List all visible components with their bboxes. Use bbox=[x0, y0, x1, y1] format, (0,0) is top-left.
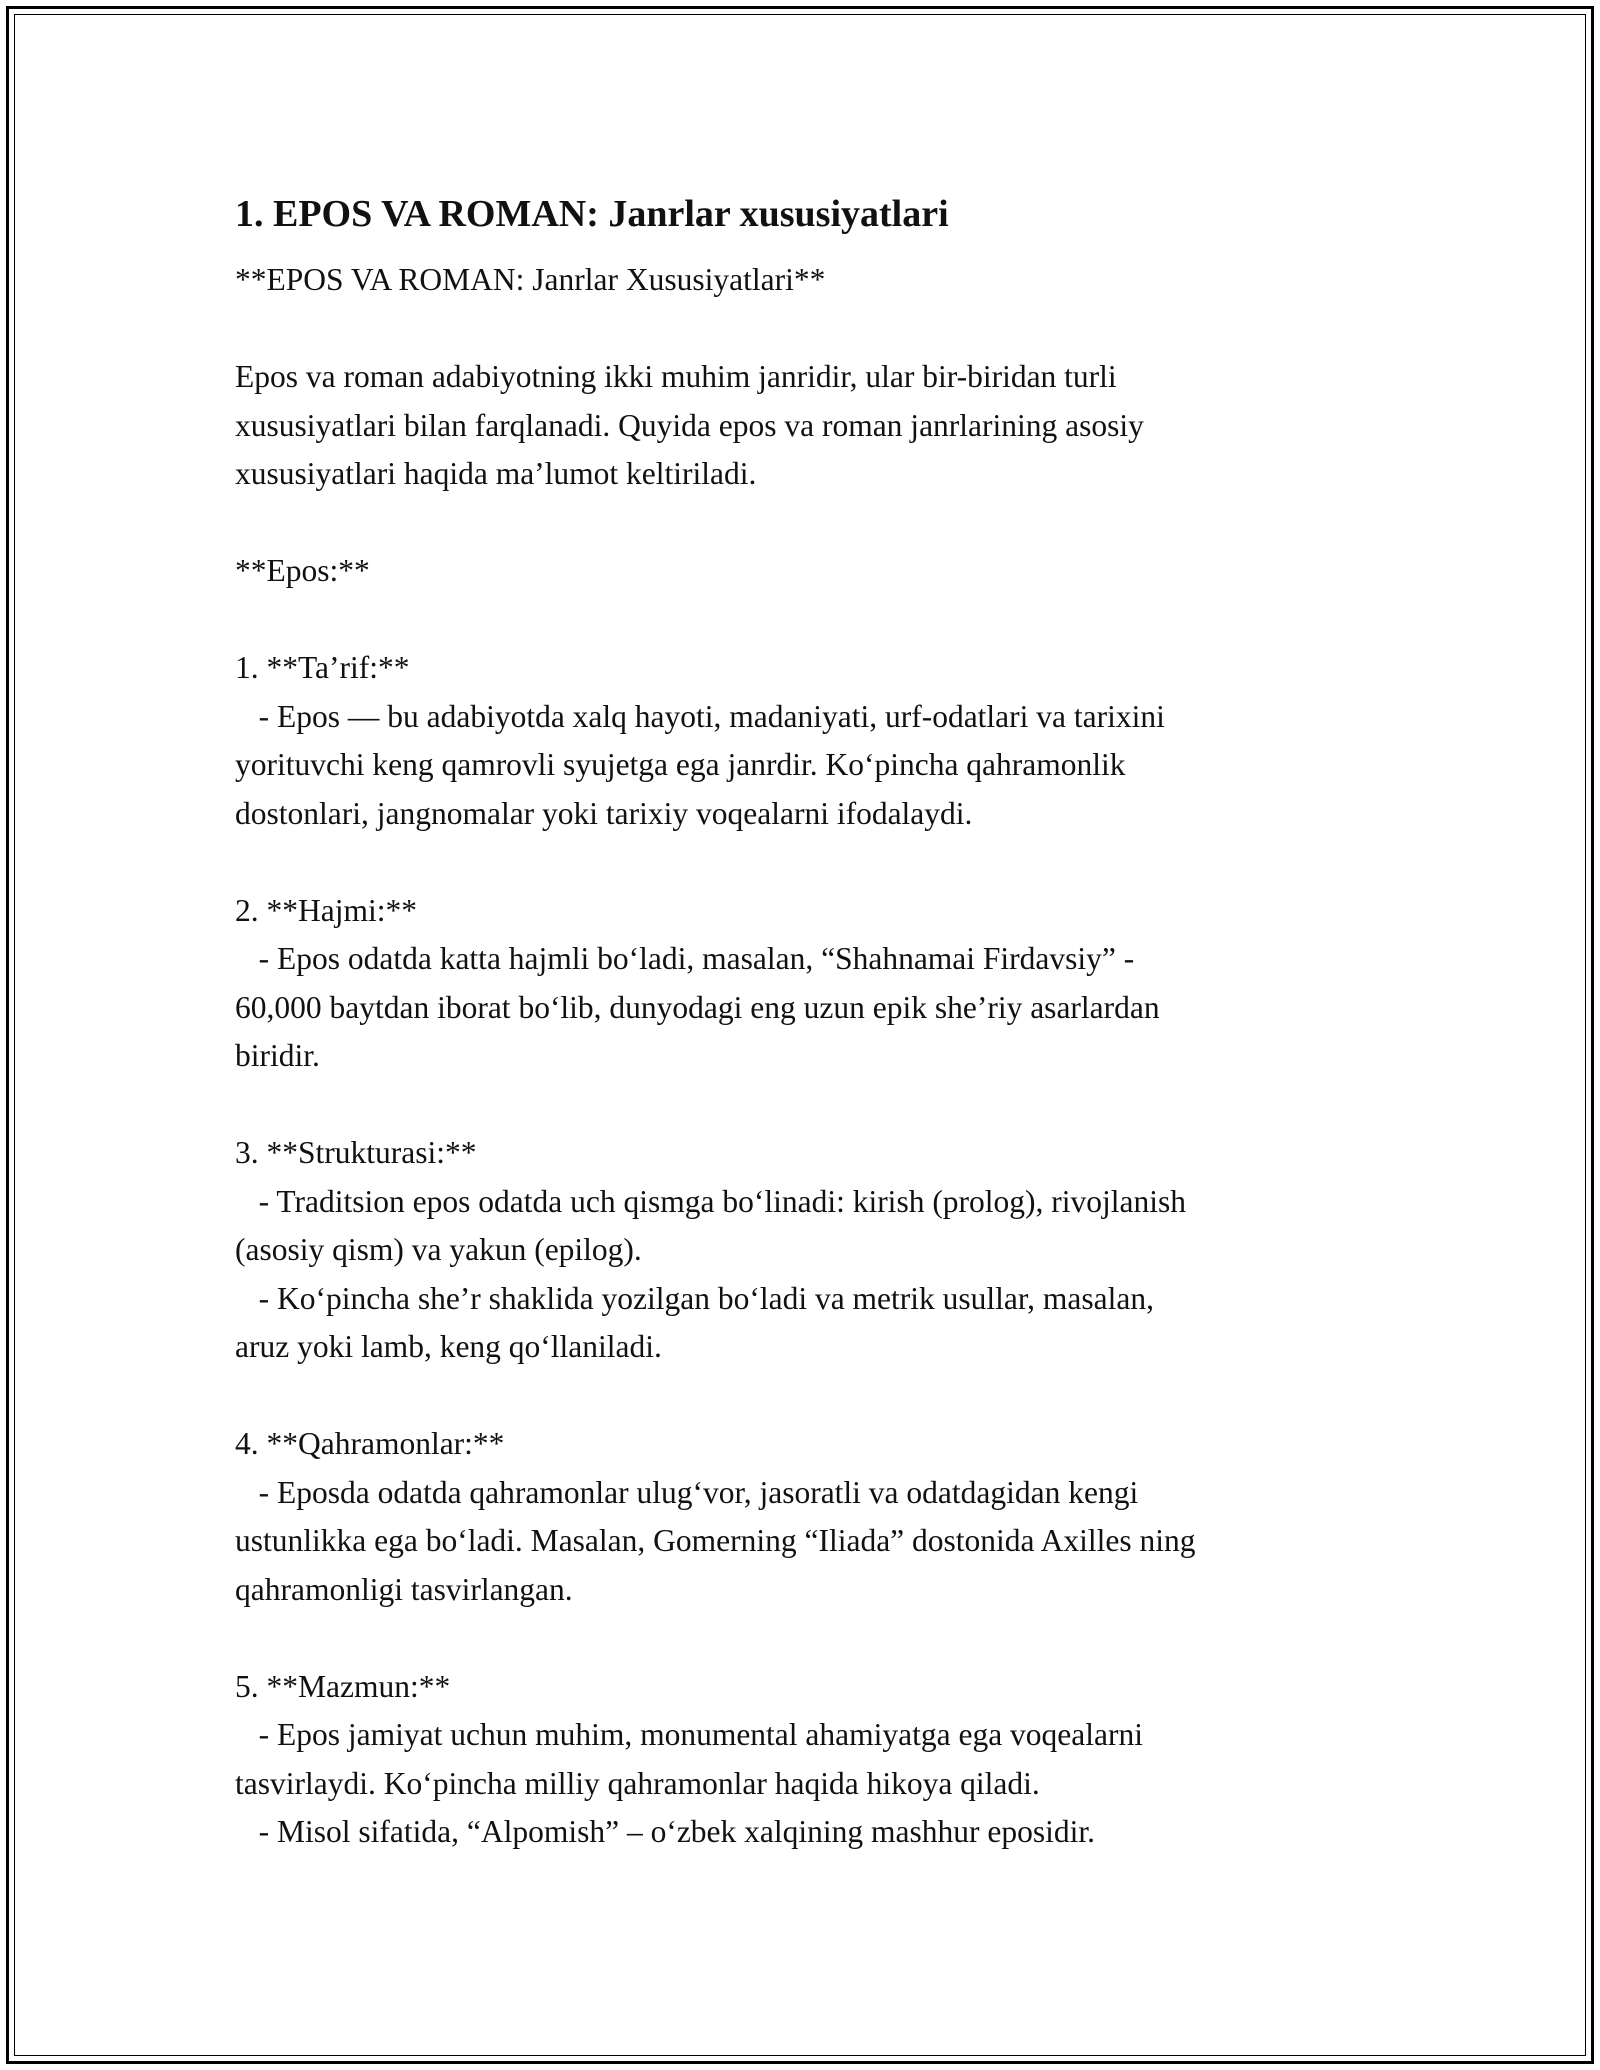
document-title: 1. EPOS VA ROMAN: Janrlar xususiyatlari bbox=[235, 193, 949, 235]
document-body bbox=[235, 186, 1375, 1857]
text-line: - Eposda odatda qahramonlar ulug‘vor, jasoratli va odatdagidan kengi bbox=[235, 1474, 1139, 1510]
text-line: 60,000 baytdan iborat bo‘lib, dunyodagi eng uzun epik she’riy asarlardan bbox=[235, 989, 1160, 1025]
text-line bbox=[235, 1614, 1375, 1663]
text-line: 1. **Ta’rif:** bbox=[235, 650, 410, 685]
text-line: (asosiy qism) va yakun (epilog). bbox=[235, 1232, 642, 1267]
text-line bbox=[235, 305, 1375, 354]
text-line: dostonlari, jangnomalar yoki tarixiy voqealarni ifodalaydi. bbox=[235, 795, 973, 831]
text-line: yorituvchi keng qamrovli syujetga ega janrdir. Ko‘pincha qahramonlik bbox=[235, 747, 1126, 782]
text-line bbox=[235, 596, 1375, 645]
text-line bbox=[235, 1372, 1375, 1421]
text-line: 2. **Hajmi:** bbox=[235, 892, 417, 928]
text-line: - Ko‘pincha she’r shaklida yozilgan bo‘ladi va metrik usullar, masalan, bbox=[235, 1280, 1154, 1316]
text-line: **Epos:** bbox=[235, 553, 370, 588]
text-line: tasvirlaydi. Ko‘pincha milliy qahramonlar haqida hikoya qiladi. bbox=[235, 1765, 1040, 1801]
text-line: aruz yoki lamb, keng qo‘llaniladi. bbox=[235, 1329, 662, 1364]
text-line: ustunlikka ega bo‘ladi. Masalan, Gomerning “Iliada” dostonida Axilles ning bbox=[235, 1523, 1196, 1558]
text-line bbox=[235, 499, 1375, 548]
text-line: xususiyatlari haqida ma’lumot keltiriladi. bbox=[235, 456, 757, 491]
text-line: - Misol sifatida, “Alpomish” – o‘zbek xalqining mashhur eposidir. bbox=[235, 1814, 1095, 1849]
text-line: 3. **Strukturasi:** bbox=[235, 1135, 477, 1170]
text-line: biridir. bbox=[235, 1038, 320, 1073]
text-line: xususiyatlari bilan farqlanadi. Quyida epos va roman janrlarining asosiy bbox=[235, 407, 1144, 443]
text-line: - Traditsion epos odatda uch qismga bo‘linadi: kirish (prolog), rivojlanish bbox=[235, 1183, 1187, 1219]
text-line: **EPOS VA ROMAN: Janrlar Xususiyatlari** bbox=[235, 262, 826, 297]
text-line: - Epos jamiyat uchun muhim, monumental ahamiyatga ega voqealarni bbox=[235, 1717, 1143, 1752]
text-line: - Epos — bu adabiyotda xalq hayoti, madaniyati, urf-odatlari va tarixini bbox=[235, 698, 1165, 734]
text-line bbox=[235, 838, 1375, 887]
text-line: 4. **Qahramonlar:** bbox=[235, 1426, 505, 1461]
text-line: qahramonligi tasvirlangan. bbox=[235, 1571, 573, 1607]
text-line: 5. **Mazmun:** bbox=[235, 1668, 451, 1704]
text-line bbox=[235, 1081, 1375, 1130]
text-line: - Epos odatda katta hajmli bo‘ladi, masalan, “Shahnamai Firdavsiy” - bbox=[235, 941, 1135, 976]
document-text bbox=[235, 256, 1375, 1857]
text-line: Epos va roman adabiyotning ikki muhim janridir, ular bir-biridan turli bbox=[235, 359, 1117, 394]
